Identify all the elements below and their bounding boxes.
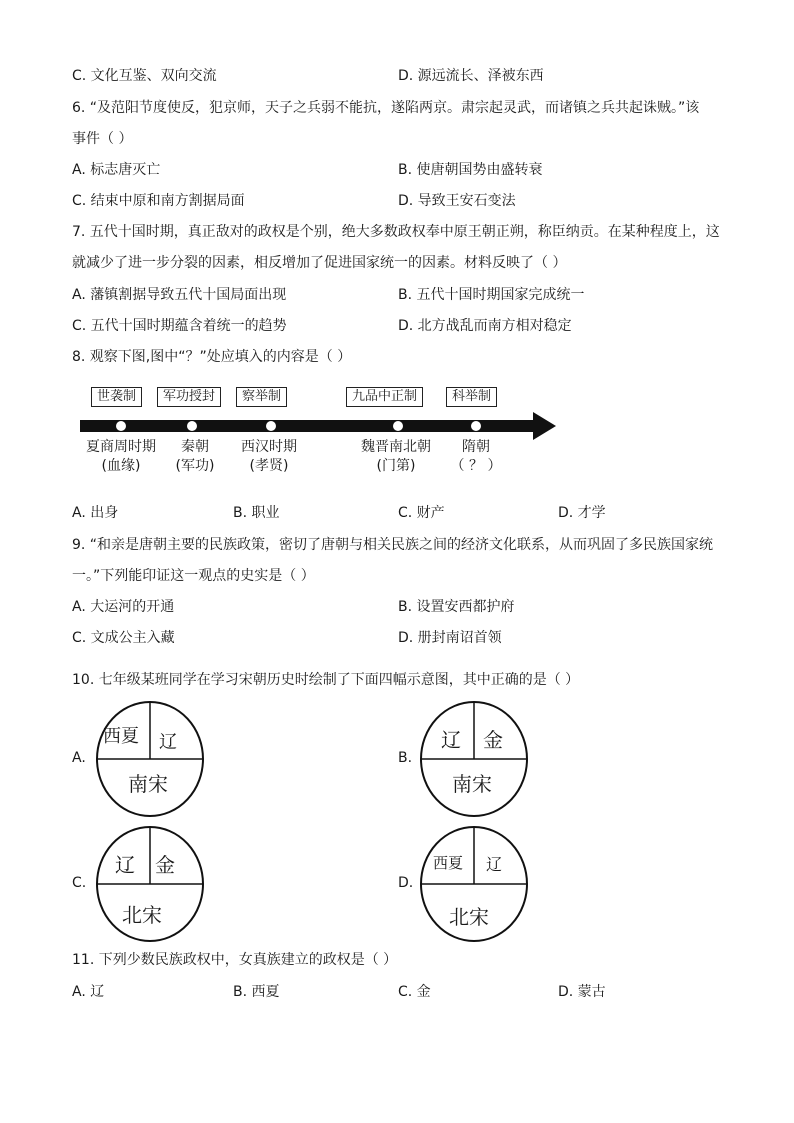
q5-option-d: D. 源远流长、泽被东西	[398, 68, 544, 84]
period-qin	[166, 438, 224, 476]
q7-option-b: B. 五代十国时期国家完成统一	[398, 287, 585, 303]
region-top-left: 西夏	[433, 854, 464, 872]
q7-stem-line2: 就减少了进一步分裂的因素，相反增加了促进国家统一的因素。材料反映了（ ）	[72, 255, 567, 271]
period-sui	[446, 438, 506, 476]
period-basis: (血缘)	[101, 458, 141, 474]
period-basis: (门第)	[376, 458, 416, 474]
q8-option-d: D. 才学	[558, 505, 606, 521]
period-name: 夏商周时期	[86, 439, 156, 455]
q7-option-a: A. 藩镇割据导致五代十国局面出现	[72, 287, 287, 303]
system-box-nine-rank: 九品中正制	[346, 387, 423, 407]
system-box-recommendation: 察举制	[236, 387, 287, 407]
q10-option-d-letter: D.	[398, 875, 414, 891]
region-top-right: 金	[155, 853, 175, 877]
timeline-dot	[187, 421, 197, 431]
timeline-dot	[266, 421, 276, 431]
system-box-military-merit: 军功授封	[157, 387, 221, 407]
q7-option-d: D. 北方战乱而南方相对稳定	[398, 318, 572, 334]
q7-stem-line1: 7. 五代十国时期，真正敌对的政权是个别，绝大多数政权奉中原王朝正朔，称臣纳贡。在某种程度上，这	[72, 224, 720, 240]
region-top-left: 西夏	[103, 726, 139, 747]
q6-option-d: D. 导致王安石变法	[398, 193, 516, 209]
q6-stem-line1: 6. “及范阳节度使反，犯京师，天子之兵弱不能抗，遂陷两京。肃宗起灵武，而诸镇之兵共起诛贼。”该	[72, 100, 700, 116]
q11-option-b: B. 西夏	[233, 984, 280, 1000]
region-bottom: 南宋	[128, 772, 168, 796]
q8-option-b: B. 职业	[233, 505, 280, 521]
system-box-hereditary: 世袭制	[91, 387, 142, 407]
q11-option-d: D. 蒙古	[558, 984, 606, 1000]
timeline-dot	[116, 421, 126, 431]
period-basis: （ ？ ）	[450, 458, 502, 474]
timeline-dot	[471, 421, 481, 431]
q9-option-a: A. 大运河的开通	[72, 599, 175, 615]
q9-stem-line2: 一。”下列能印证这一观点的史实是（ ）	[72, 568, 315, 584]
q10-option-c-letter: C.	[72, 875, 87, 891]
q10-stem: 10. 七年级某班同学在学习宋朝历史时绘制了下面四幅示意图，其中正确的是（ ）	[72, 672, 580, 688]
q6-option-a: A. 标志唐灭亡	[72, 162, 161, 178]
region-top-left: 辽	[115, 853, 135, 877]
period-wei-jin	[346, 438, 446, 476]
q10-diagram-d	[419, 825, 529, 943]
region-top-right: 辽	[486, 855, 503, 874]
q8-option-c: C. 财产	[398, 505, 445, 521]
period-xia-shang-zhou	[76, 438, 166, 476]
period-name: 西汉时期	[241, 439, 297, 455]
q11-option-c: C. 金	[398, 984, 431, 1000]
region-bottom: 北宋	[449, 905, 489, 929]
period-basis: (军功)	[175, 458, 215, 474]
region-top-right: 辽	[159, 732, 177, 753]
period-western-han	[229, 438, 309, 476]
q9-stem-line1: 9. “和亲是唐朝主要的民族政策，密切了唐朝与相关民族之间的经济文化联系，从而巩固了多民族国家统	[72, 537, 714, 553]
q10-diagram-a	[95, 700, 205, 818]
period-name: 魏晋南北朝	[361, 439, 431, 455]
q8-stem: 8. 观察下图,图中“？”处应填入的内容是（ ）	[72, 349, 352, 365]
timeline-arrow	[80, 411, 558, 441]
period-basis: (孝贤)	[249, 458, 289, 474]
region-bottom: 北宋	[122, 903, 162, 927]
q9-option-d: D. 册封南诏首领	[398, 630, 502, 646]
q9-option-b: B. 设置安西都护府	[398, 599, 515, 615]
q10-option-a-letter: A.	[72, 750, 86, 766]
region-top-right: 金	[483, 728, 503, 752]
q11-option-a: A. 辽	[72, 984, 105, 1000]
q5-option-c: C. 文化互鉴、双向交流	[72, 68, 217, 84]
period-name: 隋朝	[462, 439, 490, 455]
q10-diagram-b	[419, 700, 529, 818]
period-name: 秦朝	[181, 439, 209, 455]
q6-option-b: B. 使唐朝国势由盛转衰	[398, 162, 543, 178]
timeline-dot	[393, 421, 403, 431]
q11-stem: 11. 下列少数民族政权中，女真族建立的政权是（ ）	[72, 952, 398, 968]
q10-diagram-c	[95, 825, 205, 943]
q10-option-b-letter: B.	[398, 750, 413, 766]
q6-option-c: C. 结束中原和南方割据局面	[72, 193, 245, 209]
region-top-left: 辽	[441, 728, 461, 752]
q7-option-c: C. 五代十国时期蕴含着统一的趋势	[72, 318, 287, 334]
q9-option-c: C. 文成公主入藏	[72, 630, 175, 646]
system-box-imperial-exam: 科举制	[446, 387, 497, 407]
q6-stem-line2: 事件（ ）	[72, 131, 133, 147]
q8-option-a: A. 出身	[72, 505, 119, 521]
region-bottom: 南宋	[452, 772, 492, 796]
